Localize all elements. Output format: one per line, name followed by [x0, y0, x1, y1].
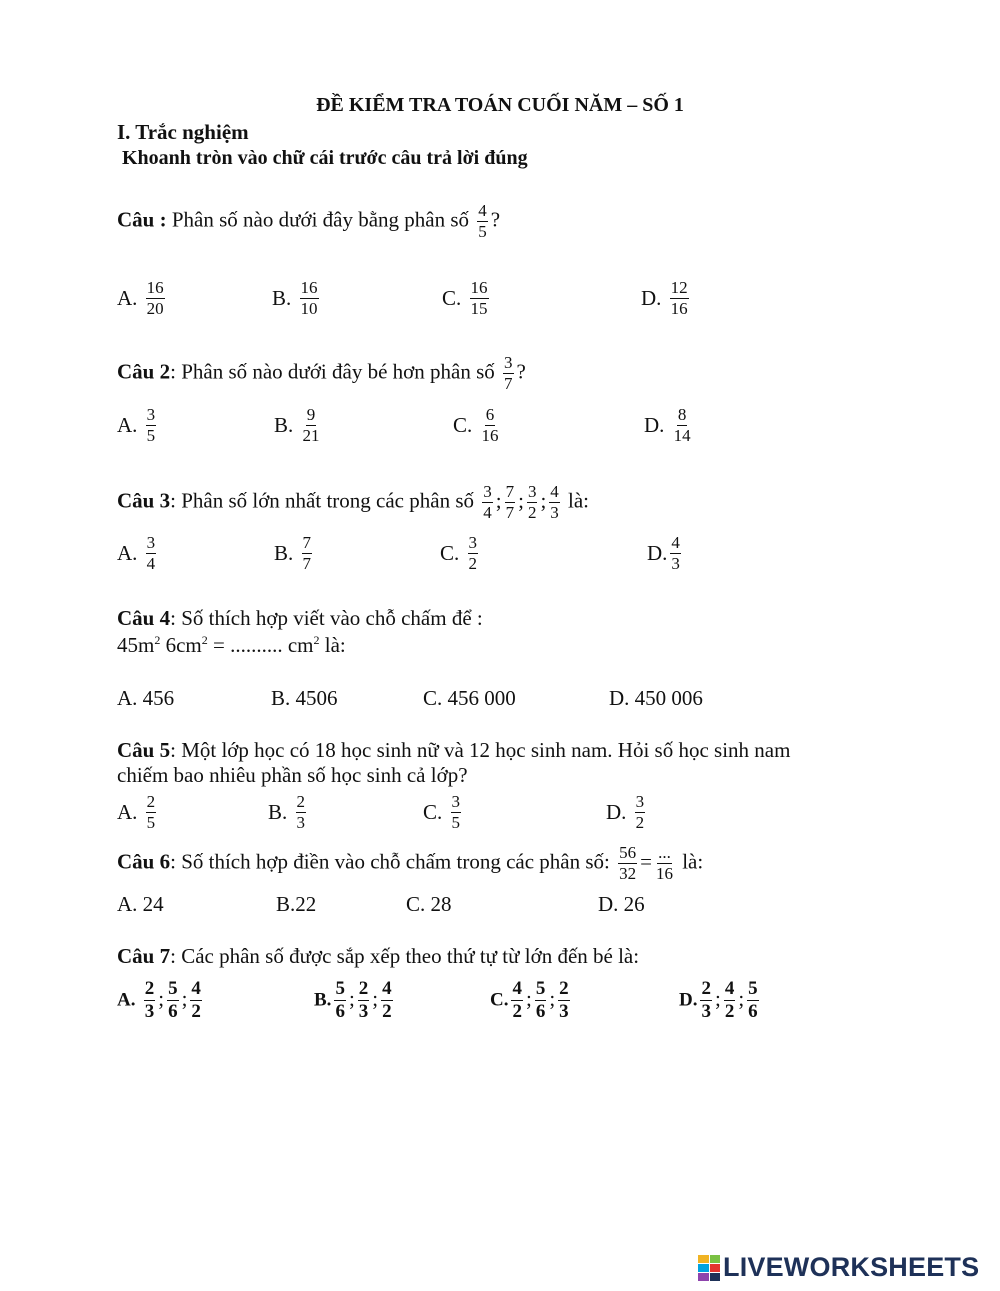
- question-4: Câu 4: Số thích hợp viết vào chỗ chấm để :: [117, 606, 483, 630]
- fraction: $\frac{3}{7}$: [504, 353, 513, 393]
- question-5-line-2: chiếm bao nhiêu phần số học sinh cả lớp?: [117, 763, 468, 787]
- q7-option-a[interactable]: A. $\frac{2}{3}$ ; $\frac{5}{6}$ ; $\frac{4}{2}$: [117, 978, 201, 1022]
- q3-option-d[interactable]: D. $\frac{4}{3}$: [647, 533, 680, 573]
- q7-option-b[interactable]: B. $\frac{5}{6}$ ; $\frac{2}{3}$ ; $\frac{4}{2}$: [314, 978, 392, 1022]
- q4-option-d[interactable]: D. 450 006: [609, 686, 703, 710]
- q2-option-a[interactable]: A. $\frac{3}{5}$: [117, 405, 156, 445]
- q2-option-b[interactable]: B. $\frac{9}{21}$: [274, 405, 320, 445]
- fraction: $\frac{4}{5}$: [478, 201, 487, 241]
- q1-option-d[interactable]: D. $\frac{12}{16}$: [641, 278, 688, 318]
- q2-option-d[interactable]: D. $\frac{8}{14}$: [644, 405, 691, 445]
- q5-option-c[interactable]: C. $\frac{3}{5}$: [423, 792, 461, 832]
- question-5: Câu 5: Một lớp học có 18 học sinh nữ và 12 học sinh nam. Hỏi số học sinh nam: [117, 738, 791, 762]
- liveworksheets-logo-icon: [698, 1255, 720, 1281]
- q7-option-d[interactable]: D. $\frac{2}{3}$ ; $\frac{4}{2}$ ; $\frac{5}{6}$: [679, 978, 758, 1022]
- q5-option-b[interactable]: B. $\frac{2}{3}$: [268, 792, 306, 832]
- q3-option-b[interactable]: B. $\frac{7}{7}$: [274, 533, 312, 573]
- question-6: Câu 6: Số thích hợp điền vào chỗ chấm trong các phân số: $\frac{56}{32}$ = $\frac{...}{16}$ là:: [117, 843, 704, 883]
- q3-option-c[interactable]: C. $\frac{3}{2}$: [440, 533, 478, 573]
- question-1-text: Phân số nào dưới đây bằng phân số: [171, 207, 470, 232]
- q7-option-c[interactable]: C. $\frac{4}{2}$ ; $\frac{5}{6}$ ; $\frac{2}{3}$: [490, 978, 569, 1022]
- q6-option-a[interactable]: A. 24: [117, 892, 164, 916]
- section-heading: I. Trắc nghiệm: [117, 120, 249, 144]
- q3-option-a[interactable]: A. $\frac{3}{4}$: [117, 533, 156, 573]
- q4-option-c[interactable]: C. 456 000: [423, 686, 516, 710]
- question-2: Câu 2: Phân số nào dưới đây bé hơn phân số $\frac{3}{7}$ ?: [117, 353, 526, 393]
- instruction: Khoanh tròn vào chữ cái trước câu trả lời đúng: [122, 147, 528, 169]
- question-3: Câu 3: Phân số lớn nhất trong các phân số $\frac{3}{4}$ ; $\frac{7}{7}$ ; $\frac{3}{2}$ ; $\frac{4}{3}$ là:: [117, 482, 590, 522]
- q1-option-c[interactable]: C. $\frac{16}{15}$: [442, 278, 488, 318]
- question-1: Câu : Phân số nào dưới đây bằng phân số $\frac{4}{5}$ ?: [117, 201, 501, 241]
- q5-option-d[interactable]: D. $\frac{3}{2}$: [606, 792, 645, 832]
- q1-option-a[interactable]: A. $\frac{16}{20}$: [117, 278, 164, 318]
- logo-text: LIVEWORKSHEETS: [723, 1252, 980, 1282]
- liveworksheets-logo[interactable]: [698, 1252, 979, 1283]
- q6-option-d[interactable]: D. 26: [598, 892, 645, 916]
- question-7: Câu 7: Các phân số được sắp xếp theo thứ tự từ lớn đến bé là:: [117, 944, 640, 968]
- q2-option-c[interactable]: C. $\frac{6}{16}$: [453, 405, 499, 445]
- question-4-expression: $45m^2$ $6cm^2$ = .......... $cm^2$ là:: [117, 633, 346, 657]
- q1-option-b[interactable]: B. $\frac{16}{10}$: [272, 278, 318, 318]
- page-title: ĐỀ KIỂM TRA TOÁN CUỐI NĂM – SỐ 1: [316, 94, 684, 116]
- q5-option-a[interactable]: A. $\frac{2}{5}$: [117, 792, 156, 832]
- question-1-label: Câu :: [117, 207, 167, 232]
- q6-option-b[interactable]: B.22: [276, 892, 317, 916]
- q4-option-b[interactable]: B. 4506: [271, 686, 338, 710]
- q4-option-a[interactable]: A. 456: [117, 686, 175, 710]
- q6-option-c[interactable]: C. 28: [406, 892, 452, 916]
